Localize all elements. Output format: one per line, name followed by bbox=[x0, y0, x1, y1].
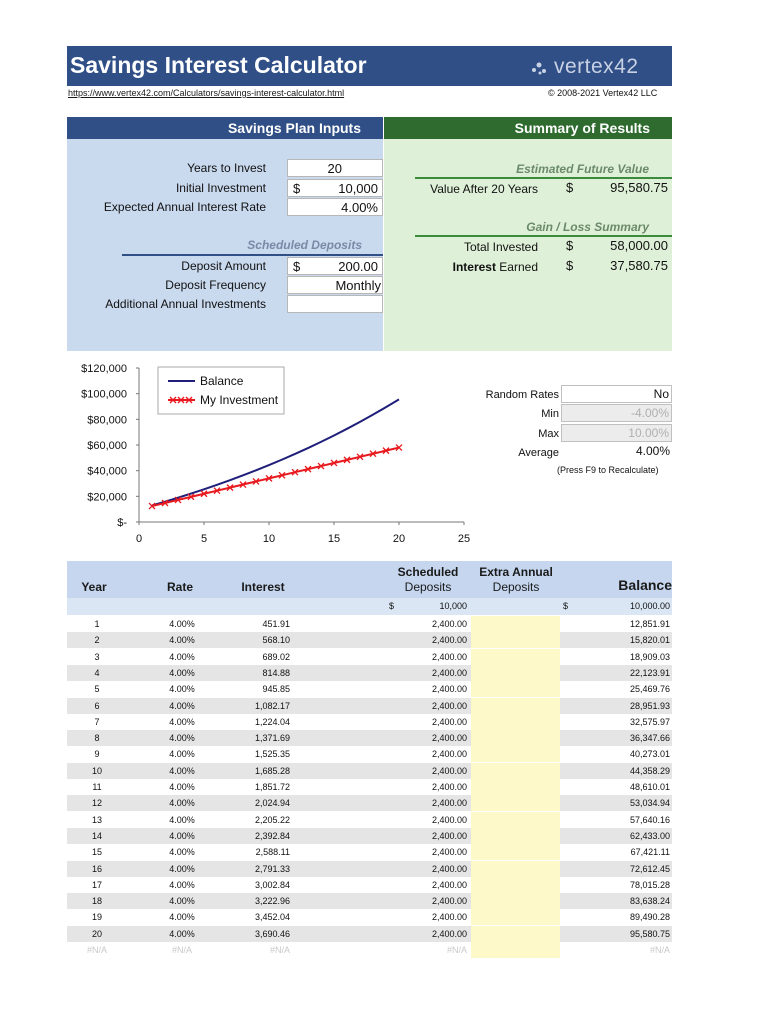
cell-balance: 53,034.94 bbox=[629, 798, 670, 809]
x-tick-label: 10 bbox=[262, 533, 276, 545]
y-tick-label: $- bbox=[117, 517, 127, 529]
initial-balance-value: 10,000.00 bbox=[629, 601, 670, 611]
cell-year: 2 bbox=[94, 635, 100, 646]
vertex42-logo-icon bbox=[528, 56, 550, 78]
cell-year: 12 bbox=[91, 798, 102, 809]
cell-deposits: #N/A bbox=[446, 945, 467, 955]
x-tick-label: 25 bbox=[457, 533, 471, 545]
y-tick-label: $100,000 bbox=[81, 388, 127, 401]
table-row bbox=[67, 665, 672, 681]
extra-deposit-cell[interactable] bbox=[471, 795, 560, 811]
inputs-section-title: Savings Plan Inputs bbox=[227, 120, 361, 136]
y-tick-label: $120,000 bbox=[81, 363, 127, 375]
interest-rate-label: Expected Annual Interest Rate bbox=[103, 200, 266, 214]
value-after-label: Value After 20 Years bbox=[430, 182, 538, 196]
cell-deposits: 2,400.00 bbox=[431, 667, 467, 678]
table-row bbox=[67, 828, 672, 844]
table-row bbox=[67, 795, 672, 811]
deposit-amount-label: Deposit Amount bbox=[181, 259, 266, 273]
x-tick-label: 20 bbox=[392, 533, 406, 545]
extra-deposit-cell[interactable] bbox=[471, 812, 560, 828]
cell-rate: 4.00% bbox=[169, 879, 195, 890]
col-year-header: Year bbox=[81, 580, 107, 594]
chart-series bbox=[149, 399, 402, 509]
cell-rate: 4.00% bbox=[169, 912, 195, 923]
col-interest-header: Interest bbox=[241, 580, 285, 594]
cell-rate: 4.00% bbox=[169, 619, 195, 629]
cell-interest: 3,690.46 bbox=[254, 928, 290, 939]
table-row bbox=[67, 698, 672, 714]
copyright-text: © 2008-2021 Vertex42 LLC bbox=[548, 88, 658, 98]
y-tick-label: $40,000 bbox=[87, 465, 127, 478]
extra-deposit-cell[interactable] bbox=[471, 730, 560, 746]
cell-rate: 4.00% bbox=[169, 928, 195, 939]
cell-deposits: 2,400.00 bbox=[431, 798, 467, 809]
x-tick-label: 0 bbox=[135, 533, 143, 545]
cell-rate: 4.00% bbox=[169, 765, 195, 776]
total-invested-value: 58,000.00 bbox=[610, 238, 668, 253]
cell-balance: 12,851.91 bbox=[629, 619, 670, 629]
summary-section-title: Summary of Results bbox=[514, 120, 650, 136]
table-row-na bbox=[67, 942, 672, 958]
cell-interest: 3,222.96 bbox=[254, 896, 290, 907]
extra-deposit-cell[interactable] bbox=[471, 779, 560, 795]
cell-balance: 48,610.01 bbox=[629, 782, 670, 792]
value-after-currency: $ bbox=[566, 180, 574, 195]
interest-rate-input[interactable]: 4.00% bbox=[287, 198, 383, 216]
interest-earned-label: Interest Earned bbox=[452, 260, 538, 274]
cell-deposits: 2,400.00 bbox=[431, 749, 467, 760]
cell-rate: 4.00% bbox=[169, 749, 195, 760]
cell-rate: 4.00% bbox=[169, 847, 195, 858]
cell-year: 20 bbox=[91, 928, 102, 939]
cell-rate: 4.00% bbox=[169, 896, 195, 907]
extra-deposit-cell[interactable] bbox=[471, 926, 560, 942]
scheduled-deposits-heading: Scheduled Deposits bbox=[247, 238, 362, 252]
min-rate-input[interactable]: -4.00% bbox=[561, 404, 672, 422]
cell-balance: 62,433.00 bbox=[629, 830, 670, 841]
cell-interest: 1,685.28 bbox=[254, 765, 290, 776]
max-rate-label: Max bbox=[538, 428, 559, 440]
cell-year: 7 bbox=[94, 716, 100, 727]
cell-deposits: 2,400.00 bbox=[431, 716, 467, 727]
table-row bbox=[67, 861, 672, 877]
legend-label: My Investment bbox=[200, 393, 279, 407]
cell-balance: 32,575.97 bbox=[629, 716, 670, 727]
table-row bbox=[67, 893, 672, 909]
table-row bbox=[67, 714, 672, 730]
gain-loss-rule bbox=[415, 235, 672, 237]
cell-rate: 4.00% bbox=[169, 733, 195, 744]
brand-logo-text: vertex42 bbox=[554, 55, 639, 78]
table-row bbox=[67, 909, 672, 925]
cell-deposits: 2,400.00 bbox=[431, 619, 467, 629]
cell-interest: 2,024.94 bbox=[254, 798, 290, 809]
cell-balance: 89,490.28 bbox=[629, 912, 670, 923]
cell-rate: 4.00% bbox=[169, 700, 195, 711]
cell-rate: 4.00% bbox=[169, 651, 195, 662]
additional-investments-input[interactable] bbox=[287, 295, 383, 313]
cell-deposits: 2,400.00 bbox=[431, 700, 467, 711]
gain-loss-heading: Gain / Loss Summary bbox=[526, 220, 649, 234]
cell-deposits: 2,400.00 bbox=[431, 879, 467, 890]
max-rate-input[interactable]: 10.00% bbox=[561, 424, 672, 442]
extra-deposit-cell[interactable] bbox=[471, 844, 560, 860]
cell-balance: 44,358.29 bbox=[629, 765, 670, 776]
cell-balance: 57,640.16 bbox=[629, 814, 670, 825]
random-rates-label: Random Rates bbox=[485, 389, 559, 401]
cell-interest: 3,452.04 bbox=[254, 912, 290, 923]
cell-rate: 4.00% bbox=[169, 863, 195, 874]
cell-year: 4 bbox=[94, 667, 100, 678]
total-invested-label: Total Invested bbox=[463, 240, 538, 254]
cell-balance: 72,612.45 bbox=[629, 863, 670, 874]
cell-balance: 78,015.28 bbox=[629, 879, 670, 890]
future-value-rule bbox=[415, 177, 672, 179]
cell-deposits: 2,400.00 bbox=[431, 684, 467, 695]
extra-deposit-cell[interactable] bbox=[471, 681, 560, 697]
deposit-frequency-label: Deposit Frequency bbox=[165, 278, 266, 292]
extra-deposit-cell[interactable] bbox=[471, 828, 560, 844]
cell-rate: 4.00% bbox=[169, 716, 195, 727]
cell-balance: 18,909.03 bbox=[629, 651, 670, 662]
recalculate-note: (Press F9 to Recalculate) bbox=[557, 465, 659, 475]
initial-deposit-currency: $ bbox=[389, 601, 395, 611]
cell-interest: 945.85 bbox=[262, 684, 290, 695]
cell-deposits: 2,400.00 bbox=[431, 847, 467, 858]
table-row bbox=[67, 746, 672, 762]
extra-deposit-cell[interactable] bbox=[471, 893, 560, 909]
chart-legend bbox=[158, 367, 284, 414]
extra-deposit-cell[interactable] bbox=[471, 942, 560, 958]
years-label: Years to Invest bbox=[187, 161, 266, 175]
cell-deposits: 2,400.00 bbox=[431, 635, 467, 646]
col-extra-subheader: Deposits bbox=[492, 580, 540, 594]
total-invested-currency: $ bbox=[566, 238, 574, 253]
cell-year: 10 bbox=[91, 765, 102, 776]
col-extra-header: Extra Annual bbox=[479, 565, 553, 579]
cell-interest: 451.91 bbox=[262, 619, 290, 629]
cell-deposits: 2,400.00 bbox=[431, 782, 467, 792]
extra-deposit-cell[interactable] bbox=[471, 698, 560, 714]
years-input[interactable]: 20 bbox=[287, 159, 383, 177]
cell-deposits: 2,400.00 bbox=[431, 733, 467, 744]
cell-interest: 568.10 bbox=[262, 635, 290, 646]
cell-balance: 25,469.76 bbox=[629, 684, 670, 695]
cell-interest: 1,224.04 bbox=[254, 716, 290, 727]
table-row bbox=[67, 877, 672, 893]
cell-year: 16 bbox=[91, 863, 102, 874]
cell-interest: 3,002.84 bbox=[254, 879, 290, 890]
interest-earned-value: 37,580.75 bbox=[610, 258, 668, 273]
extra-deposit-cell[interactable] bbox=[471, 665, 560, 681]
extra-deposit-cell[interactable] bbox=[471, 861, 560, 877]
cell-year: 8 bbox=[94, 733, 100, 744]
cell-deposits: 2,400.00 bbox=[431, 912, 467, 923]
legend-label: Balance bbox=[200, 374, 244, 388]
interest-earned-currency: $ bbox=[566, 258, 574, 273]
min-rate-label: Min bbox=[541, 408, 559, 420]
table-row bbox=[67, 616, 672, 632]
extra-deposit-cell[interactable] bbox=[471, 909, 560, 925]
cell-interest: 2,791.33 bbox=[254, 863, 290, 874]
table-row bbox=[67, 632, 672, 648]
initial-investment-label: Initial Investment bbox=[175, 181, 266, 195]
table-row bbox=[67, 730, 672, 746]
cell-balance: 22,123.91 bbox=[629, 667, 670, 678]
cell-interest: 2,588.11 bbox=[255, 847, 290, 858]
col-scheduled-subheader: Deposits bbox=[404, 580, 452, 594]
deposit-amount-input[interactable]: $ 200.00 bbox=[287, 257, 383, 275]
cell-interest: 1,082.17 bbox=[254, 700, 290, 711]
initial-balance-currency: $ bbox=[563, 601, 569, 611]
balance-chart bbox=[67, 360, 477, 550]
cell-balance: 40,273.01 bbox=[629, 749, 670, 760]
table-row bbox=[67, 844, 672, 860]
cell-year: 9 bbox=[94, 749, 100, 760]
cell-year: 5 bbox=[94, 684, 100, 695]
cell-year: 18 bbox=[91, 896, 102, 907]
table-row bbox=[67, 649, 672, 665]
cell-year: #N/A bbox=[86, 945, 107, 955]
series-line-my-investment bbox=[152, 448, 399, 507]
app-title: Savings Interest Calculator bbox=[70, 52, 367, 78]
cell-year: 19 bbox=[91, 912, 102, 923]
cell-rate: 4.00% bbox=[169, 798, 195, 809]
cell-deposits: 2,400.00 bbox=[431, 651, 467, 662]
cell-deposits: 2,400.00 bbox=[431, 765, 467, 776]
cell-rate: 4.00% bbox=[169, 684, 195, 695]
cell-rate: #N/A bbox=[171, 945, 192, 955]
cell-interest: 1,851.72 bbox=[254, 782, 290, 792]
cell-year: 17 bbox=[91, 879, 102, 890]
cell-interest: 2,205.22 bbox=[254, 814, 290, 825]
table-row bbox=[67, 926, 672, 942]
cell-balance: 95,580.75 bbox=[629, 928, 670, 939]
average-rate-value: 4.00% bbox=[635, 444, 670, 458]
scheduled-deposits-rule bbox=[122, 254, 383, 256]
table-row bbox=[67, 812, 672, 828]
cell-year: 11 bbox=[92, 782, 102, 792]
cell-interest: 814.88 bbox=[262, 667, 290, 678]
y-tick-label: $60,000 bbox=[87, 440, 127, 452]
additional-investments-label: Additional Annual Investments bbox=[105, 297, 266, 311]
cell-interest: 689.02 bbox=[262, 651, 290, 662]
future-value-heading: Estimated Future Value bbox=[516, 162, 649, 176]
extra-deposit-cell[interactable] bbox=[471, 616, 560, 632]
value-after-value: 95,580.75 bbox=[610, 180, 668, 195]
cell-rate: 4.00% bbox=[169, 782, 195, 792]
cell-year: 6 bbox=[94, 700, 100, 711]
cell-balance: 28,951.93 bbox=[629, 700, 670, 711]
cell-deposits: 2,400.00 bbox=[431, 863, 467, 874]
cell-year: 13 bbox=[91, 814, 102, 825]
col-balance-header: Balance bbox=[618, 577, 672, 593]
y-tick-label: $80,000 bbox=[87, 414, 127, 427]
cell-deposits: 2,400.00 bbox=[431, 896, 467, 907]
cell-rate: 4.00% bbox=[169, 830, 195, 841]
cell-interest: 1,525.35 bbox=[254, 749, 290, 760]
series-line-balance bbox=[152, 399, 399, 505]
col-rate-header: Rate bbox=[166, 580, 193, 594]
cell-year: 14 bbox=[91, 830, 102, 841]
table-row bbox=[67, 763, 672, 779]
cell-balance: 36,347.66 bbox=[629, 733, 670, 744]
cell-year: 3 bbox=[94, 651, 100, 662]
extra-deposit-cell[interactable] bbox=[471, 877, 560, 893]
cell-deposits: 2,400.00 bbox=[431, 814, 467, 825]
cell-balance: 67,421.11 bbox=[630, 847, 670, 858]
extra-deposit-cell[interactable] bbox=[471, 649, 560, 665]
cell-balance: 15,820.01 bbox=[629, 635, 670, 646]
cell-interest: #N/A bbox=[269, 945, 290, 955]
x-tick-label: 5 bbox=[200, 533, 208, 545]
cell-deposits: 2,400.00 bbox=[431, 830, 467, 841]
initial-deposit-value: 10,000 bbox=[439, 601, 467, 611]
col-scheduled-header: Scheduled bbox=[397, 565, 459, 579]
source-link[interactable]: https://www.vertex42.com/Calculators/savings-interest-calculator.html bbox=[68, 88, 345, 98]
cell-year: 1 bbox=[94, 619, 100, 629]
cell-interest: 2,392.84 bbox=[254, 830, 290, 841]
cell-interest: 1,371.69 bbox=[254, 733, 290, 744]
table-row bbox=[67, 779, 672, 795]
deposit-frequency-select[interactable]: Monthly bbox=[287, 276, 383, 294]
extra-deposit-cell[interactable] bbox=[471, 714, 560, 730]
cell-year: 15 bbox=[91, 847, 102, 858]
cell-rate: 4.00% bbox=[169, 814, 195, 825]
extra-deposit-cell[interactable] bbox=[471, 763, 560, 779]
extra-deposit-cell[interactable] bbox=[471, 632, 560, 648]
cell-rate: 4.00% bbox=[169, 667, 195, 678]
cell-deposits: 2,400.00 bbox=[431, 928, 467, 939]
random-rates-select[interactable]: No bbox=[561, 385, 672, 403]
initial-investment-input[interactable]: $ 10,000 bbox=[287, 179, 383, 197]
table-row bbox=[67, 681, 672, 697]
average-rate-label: Average bbox=[518, 447, 559, 459]
extra-deposit-cell[interactable] bbox=[471, 746, 560, 762]
x-tick-label: 15 bbox=[327, 533, 341, 545]
cell-rate: 4.00% bbox=[169, 635, 195, 646]
cell-balance: #N/A bbox=[649, 945, 670, 955]
y-tick-label: $20,000 bbox=[87, 491, 127, 504]
cell-balance: 83,638.24 bbox=[629, 896, 670, 907]
